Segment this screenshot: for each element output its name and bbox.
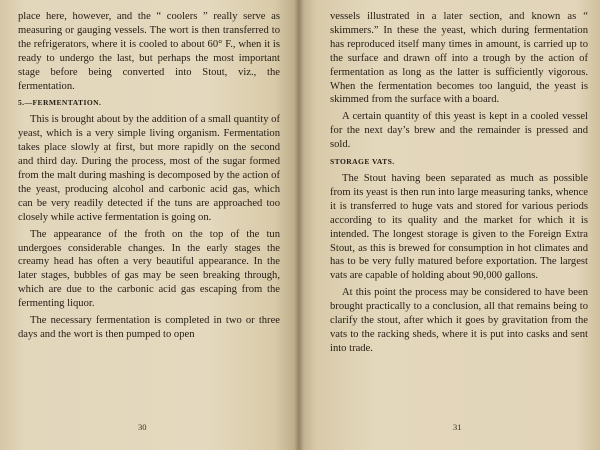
paragraph: At this point the process may be considered to have been brought practically to a conclusion, all that remains being to clarify the stout, after which it goes by gravitation from the vats to the racking sheds, where it is put into casks and sent into trade. [330, 287, 588, 354]
page-number-left: 30 [138, 422, 147, 432]
section-heading-storage-vats: STORAGE VATS. [330, 157, 395, 167]
paragraph-continued: place here, however, and the “ coolers ” really serve as measuring or gauging vessels. The wort is then transferred to the refrigerators, where it is cooled to about 60° F., when it is ready to undergo the last, but perhaps the most important stage before being converted into Stout, viz., the fermentation. [18, 11, 280, 92]
right-page [298, 0, 600, 450]
page-number-right: 31 [453, 422, 462, 432]
right-page-text [330, 10, 588, 356]
paragraph: The necessary fermentation is completed in two or three days and the wort is then pumped to open [18, 315, 280, 340]
paragraph-continued: vessels illustrated in a later section, and known as “ skimmers.” In these the yeast, which during fermentation has reproduced itself many times in amount, is carried up to the surface and drawn off into a trough by the action of fermentation as long as the latter is sufficiently vigorous. When the fermentation becomes too languid, the yeast is skimmed from the surface with a board. [330, 11, 588, 106]
paragraph: The appearance of the froth on the top of the tun undergoes considerable changes. In the early stages the creamy head has often a very beautiful appearance. In the later stages, bubbles of gas may be seen breaking through, which are due to the carbonic acid gas escaping from the fermenting liquor. [18, 228, 280, 310]
book-gutter [294, 0, 304, 450]
left-page [0, 0, 298, 450]
left-page-text [18, 10, 280, 342]
paragraph: This is brought about by the addition of a small quantity of yeast, which is a very simple living organism. Fermentation takes place slowly at first, but more rapidly on the second and third day. During the process, most of the sugar formed from the malt during mashing is decomposed by the action of the yeast, producing alcohol and carbonic acid gas, which can be very readily detected if the tuns are approached too closely while active fermentation is going on. [18, 114, 280, 223]
paragraph: The Stout having been separated as much as possible from its yeast is then run into large measuring tanks, whence it is transferred to huge vats and stored for various periods according to its quality and the market for which it is intended. The longest storage is given to the Foreign Extra Stout, as this is brewed for consumption in hot climates and has to be very fully matured before exportation. The largest vats are capable of holding about 90,000 gallons. [330, 172, 588, 282]
paragraph: A certain quantity of this yeast is kept in a cooled vessel for the next day’s brew and the remainder is pressed and sold. [330, 111, 588, 151]
section-heading-fermentation: 5.—FERMENTATION. [18, 98, 102, 108]
